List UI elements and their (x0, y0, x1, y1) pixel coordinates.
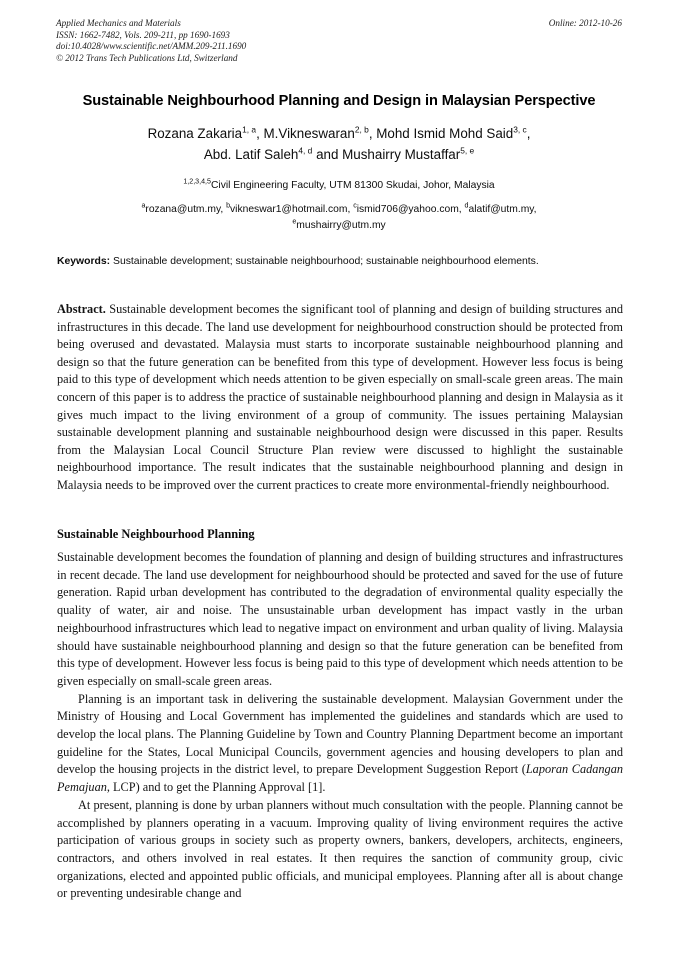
author-separator-2: , Mohd Ismid Mohd Said (368, 126, 514, 141)
paragraph-2-part2: , LCP) and to get the Planning Approval [1]. (106, 780, 326, 795)
title-block (62, 92, 616, 233)
section-body (57, 549, 623, 903)
author-separator-3: , (526, 126, 531, 141)
affiliation-marker: 1,2,3,4,5 (183, 177, 211, 186)
author-separator-1: , M.Vikneswaran (256, 126, 355, 141)
paragraph-2-part1: Planning is an important task in delivering the sustainable development. Malaysian Government under the Ministry of Housing and Local Government has implemented the guidelines and standards which are used to develop the local plans. The Planning Guideline by Town and Country Planning Department become an important guideline for the States, Local Municipal Councils, government agencies and housing developers to plan and develop the housing projects in the district level, to prepare Development Suggestion Report ( (57, 691, 623, 777)
email-marker-d: d (464, 201, 469, 210)
doi-line: doi:10.4028/www.scientific.net/AMM.209-211.1690 (56, 41, 247, 52)
email-marker-a: a (141, 201, 146, 210)
abstract-text: Sustainable development becomes the significant tool of planning and design of building structures and infrastructures in this decade. The land use development for neighbourhood construction should be protected from being overused and devastated. Malaysia must starts to incorporate sustainable neighbourhood planning and design so that the future generation can be benefited from this type of development. However less focus is being paid to this type of development which needs attention to be given especially on small-scale green areas. The main concern of this paper is to address the practice of sustainable neighbourhood planning and design in Malaysia as it gives much impact to the living environment of a group of community. The issues pertaining Malaysian sustainable development planning and sustainable neighbourhood design were discussed in this paper. Results from the Malaysian Local Council Structure Plan review were discussed to highlight the sustainable neighbourhood importance. The result indicates that the sustainable neighbourhood planning and design in Malaysia needs to be improved over the current practices to create more environmental-friendly neighbourhood. (57, 302, 623, 492)
section-heading: Sustainable Neighbourhood Planning (57, 527, 255, 541)
email-a: rozana@utm.my, (145, 204, 227, 215)
author-separator-4: and Mushairry Mustaffar (312, 147, 461, 162)
masthead (56, 18, 622, 64)
copyright-line: © 2012 Trans Tech Publications Ltd, Switzerland (56, 52, 238, 63)
page-title: Sustainable Neighbourhood Planning and Design in Malaysian Perspective (82, 93, 596, 109)
email-marker-e: e (292, 217, 297, 226)
keywords-label: Keywords: (57, 256, 111, 267)
author-5-affiliation-marker: 5, e (460, 145, 475, 156)
author-list (62, 123, 616, 165)
author-4-affiliation-marker: 4, d (298, 145, 313, 156)
email-e: mushairry@utm.my (296, 219, 386, 231)
author-emails (62, 202, 616, 233)
paragraph-2 (57, 691, 623, 797)
masthead-publication-info (56, 18, 246, 64)
keywords-section (57, 255, 623, 269)
email-c: ismid706@yahoo.com, (356, 204, 465, 215)
journal-name: Applied Mechanics and Materials (56, 18, 181, 28)
email-d: alatif@utm.my, (468, 204, 537, 215)
abstract-label: Abstract. (57, 302, 106, 316)
author-4-name: Abd. Latif Saleh (203, 147, 299, 162)
email-b: vikneswar1@hotmail.com, (230, 204, 354, 215)
affiliation-text: Civil Engineering Faculty, UTM 81300 Skudai, Johor, Malaysia (210, 180, 495, 191)
paragraph-1: Sustainable development becomes the foundation of planning and design of building structures and infrastructures in recent decade. The land use development for neighbourhood should be protected and saved for the use of future generation. Rapid urban development has contributed to the degradation of environmental quality especially the quality of water, air and noise. The unsustainable urban development has impact vastly in the urban neighbourhood infrastructures which lead to negative impact on environment and urban quality of living. Malaysia should have sustainable neighbourhood planning and design so that the future generation can be benefited from this type of development. However less focus is being paid to this type of development which needs attention to be given especially on small-scale green areas. (57, 550, 623, 688)
email-marker-c: c (353, 201, 357, 210)
paragraph-3: At present, planning is done by urban planners without much consultation with the people. Planning cannot be accomplished by planners operating in a vacuum. Improving quality of living environment requires the active participation of various groups in society such as property owners, bankers, developers, architects, engineers, contractors, and others involved in real estates. It then requires the sanction of community group, civic organizations, elected and appointed public officials, and municipal employees. Planning after all is about change or preventing undesirable change and (57, 797, 623, 901)
issn-line: ISSN: 1662-7482, Vols. 209-211, pp 1690-1693 (56, 29, 230, 40)
author-2-affiliation-marker: 2, b (354, 124, 369, 135)
online-date: Online: 2012-10-26 (548, 18, 622, 28)
author-1-name: Rozana Zakaria (147, 126, 243, 141)
author-3-affiliation-marker: 3, c (513, 124, 527, 135)
keywords-text: Sustainable development; sustainable neighbourhood; sustainable neighbourhood elements. (110, 256, 539, 267)
author-1-affiliation-marker: 1, a (242, 124, 257, 135)
email-marker-b: b (226, 201, 231, 210)
paragraph-2-italic-term: Laporan Cadangan Pemajuan (57, 762, 624, 795)
abstract-section (57, 301, 623, 495)
affiliation (62, 178, 616, 193)
